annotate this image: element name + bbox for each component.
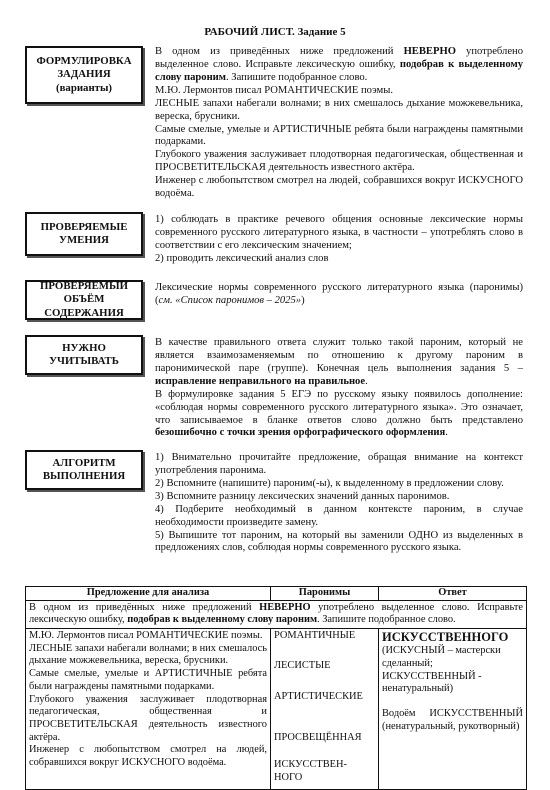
sentence: ЛЕСНЫЕ запахи набегали волнами; в них смешалось дыхание можжевельника, вереска, брусники. [155,97,523,122]
label-line: (варианты) [56,81,112,94]
sentence: Глубокого уважения заслуживает плодотворная педагогическая, общественная и ПРОСВЕТИТЕЛЬСКАЯ деятельность известного актёра. [29,693,267,743]
paronym: РОМАНТИЧНЫЕ [274,630,356,642]
table-row [26,629,527,790]
label-line: УЧИТЫВАТЬ [49,355,119,367]
sentence: М.Ю. Лермонтов писал РОМАНТИЧЕСКИЕ поэмы. [29,630,263,642]
label-task-formulation [25,46,143,104]
label-line: ПРОВЕРЯЕМЫЕ [40,220,128,233]
content-scope-text: Лексические нормы современного русского литературного языка (паронимы) (см. «Список паронимов – 2025») [155,282,523,306]
algorithm-step: 5) Выпишите тот пароним, на который вы заменили ОДНО из выделенных в предложениях слов, соблюдая нормы современного русского языка. [155,529,523,554]
note-paragraph: В качестве правильного ответа служит только такой пароним, который не является взаимозаменяемым по отношению к другому пароним в паронимической паре (группе). Конечная цель выполнения задания 5 – исправление неправильного на правильное. [155,337,523,387]
label-line: СОДЕРЖАНИЯ [44,306,124,319]
label-line: ЗАДАНИЯ [57,68,111,81]
algorithm-step: 1) Внимательно прочитайте предложение, обращая внимание на контекст употребления паронима. [155,452,523,476]
algorithm-step: 3) Вспомните разницу лексических значений данных паронимов. [155,490,450,502]
sentence: М.Ю. Лермонтов писал РОМАНТИЧЕСКИЕ поэмы. [155,84,394,96]
label-take-into-account [25,335,143,375]
paronym: ИСКУССТВЕН-НОГО [274,759,347,783]
sentence: Инженер с любопытством смотрел на людей, собравшихся вокруг ИСКУСНОГО водоёма. [155,175,523,200]
algorithm-text [155,452,523,555]
label-algorithm [25,450,143,490]
paronyms-cell [271,629,379,790]
label-line: ОБЪЁМ [63,293,105,306]
skill-item: 1) соблюдать в практике речевого общения основные лексические нормы современного русского литературного языка, в частности – употреблять слово в соответствии с его лексическим значением; [155,214,523,251]
label-tested-skills [25,212,143,256]
answer-explanation: Водоём ИСКУССТВЕННЫЙ (ненатуральный, рукотворный) [382,708,523,732]
analysis-table [25,586,527,790]
label-line: ПРОВЕРЯЕМЫЙ [40,279,128,292]
take-into-account-text [155,337,523,440]
note-paragraph: В формулировке задания 5 ЕГЭ по русскому языку появилось дополнение: «соблюдая нормы современного русского литературного языка». Это означает, что записываемое в бланке ответов слово должно быть представлено безошибочно с точки зрения орфографического оформления. [155,388,523,439]
paronym: АРТИСТИЧЕСКИЕ [274,691,363,703]
task-instruction: В одном из приведённых ниже предложений НЕВЕРНО употреблено выделенное слово. Исправьте лексическую ошибку, подобрав к выделенному слову пароним. Запишите подобранное слово. [155,46,523,83]
paronym: ПРОСВЕЩЁННАЯ [274,732,362,744]
algorithm-step: 4) Подберите необходимый в данном контексте пароним, в случае необходимости произведите замену. [155,503,523,528]
label-line: УМЕНИЯ [59,234,109,246]
paronym: ЛЕСИСТЫЕ [274,660,331,672]
sentence: Инженер с любопытством смотрел на людей, собравшихся вокруг ИСКУСНОГО водоёма. [29,744,267,768]
table-header-row [26,587,527,601]
skill-item: 2) проводить лексический анализ слов [155,252,329,264]
sentence: ЛЕСНЫЕ запахи набегали волнами; в них смешалось дыхание можжевельника, вереска, брусники. [29,642,267,667]
task-formulation-text [155,46,523,201]
answer-explanation: (ИСКУСНЫЙ – мастерски сделанный; ИСКУССТВЕННЫЙ - ненатуральный) [382,645,501,695]
column-header: Предложение для анализа [26,587,271,601]
sentence: Глубокого уважения заслуживает плодотворная педагогическая, общественная и ПРОСВЕТИТЕЛЬСКАЯ деятельность известного актёра. [155,149,523,174]
label-content-scope [25,280,143,320]
sentence: Самые смелые, умелые и АРТИСТИЧНЫЕ ребята были награждены памятными подарками. [29,668,267,692]
label-line: АЛГОРИТМ [52,456,116,469]
table-row [26,600,527,628]
label-line: НУЖНО [62,341,106,354]
column-header: Паронимы [271,587,379,601]
label-line: ВЫПОЛНЕНИЯ [42,470,126,482]
task-instruction-cell: В одном из приведённых ниже предложений НЕВЕРНО употреблено выделенное слово. Исправьте лексическую ошибку, подобрав к выделенному слову пароним. Запишите подобранное слово. [26,600,527,628]
label-line: ФОРМУЛИРОВКА [36,54,132,67]
answer-cell [379,629,527,790]
tested-skills-text [155,214,523,266]
sentence: Самые смелые, умелые и АРТИСТИЧНЫЕ ребята были награждены памятными подарками. [155,123,523,148]
answer-word: ИСКУССТВЕННОГО [382,630,509,645]
page-title: РАБОЧИЙ ЛИСТ. Задание 5 [204,26,346,38]
sentences-cell [26,629,271,790]
algorithm-step: 2) Вспомните (напишите) пароним(-ы), к выделенному в предложении слову. [155,477,504,489]
column-header: Ответ [379,587,527,601]
